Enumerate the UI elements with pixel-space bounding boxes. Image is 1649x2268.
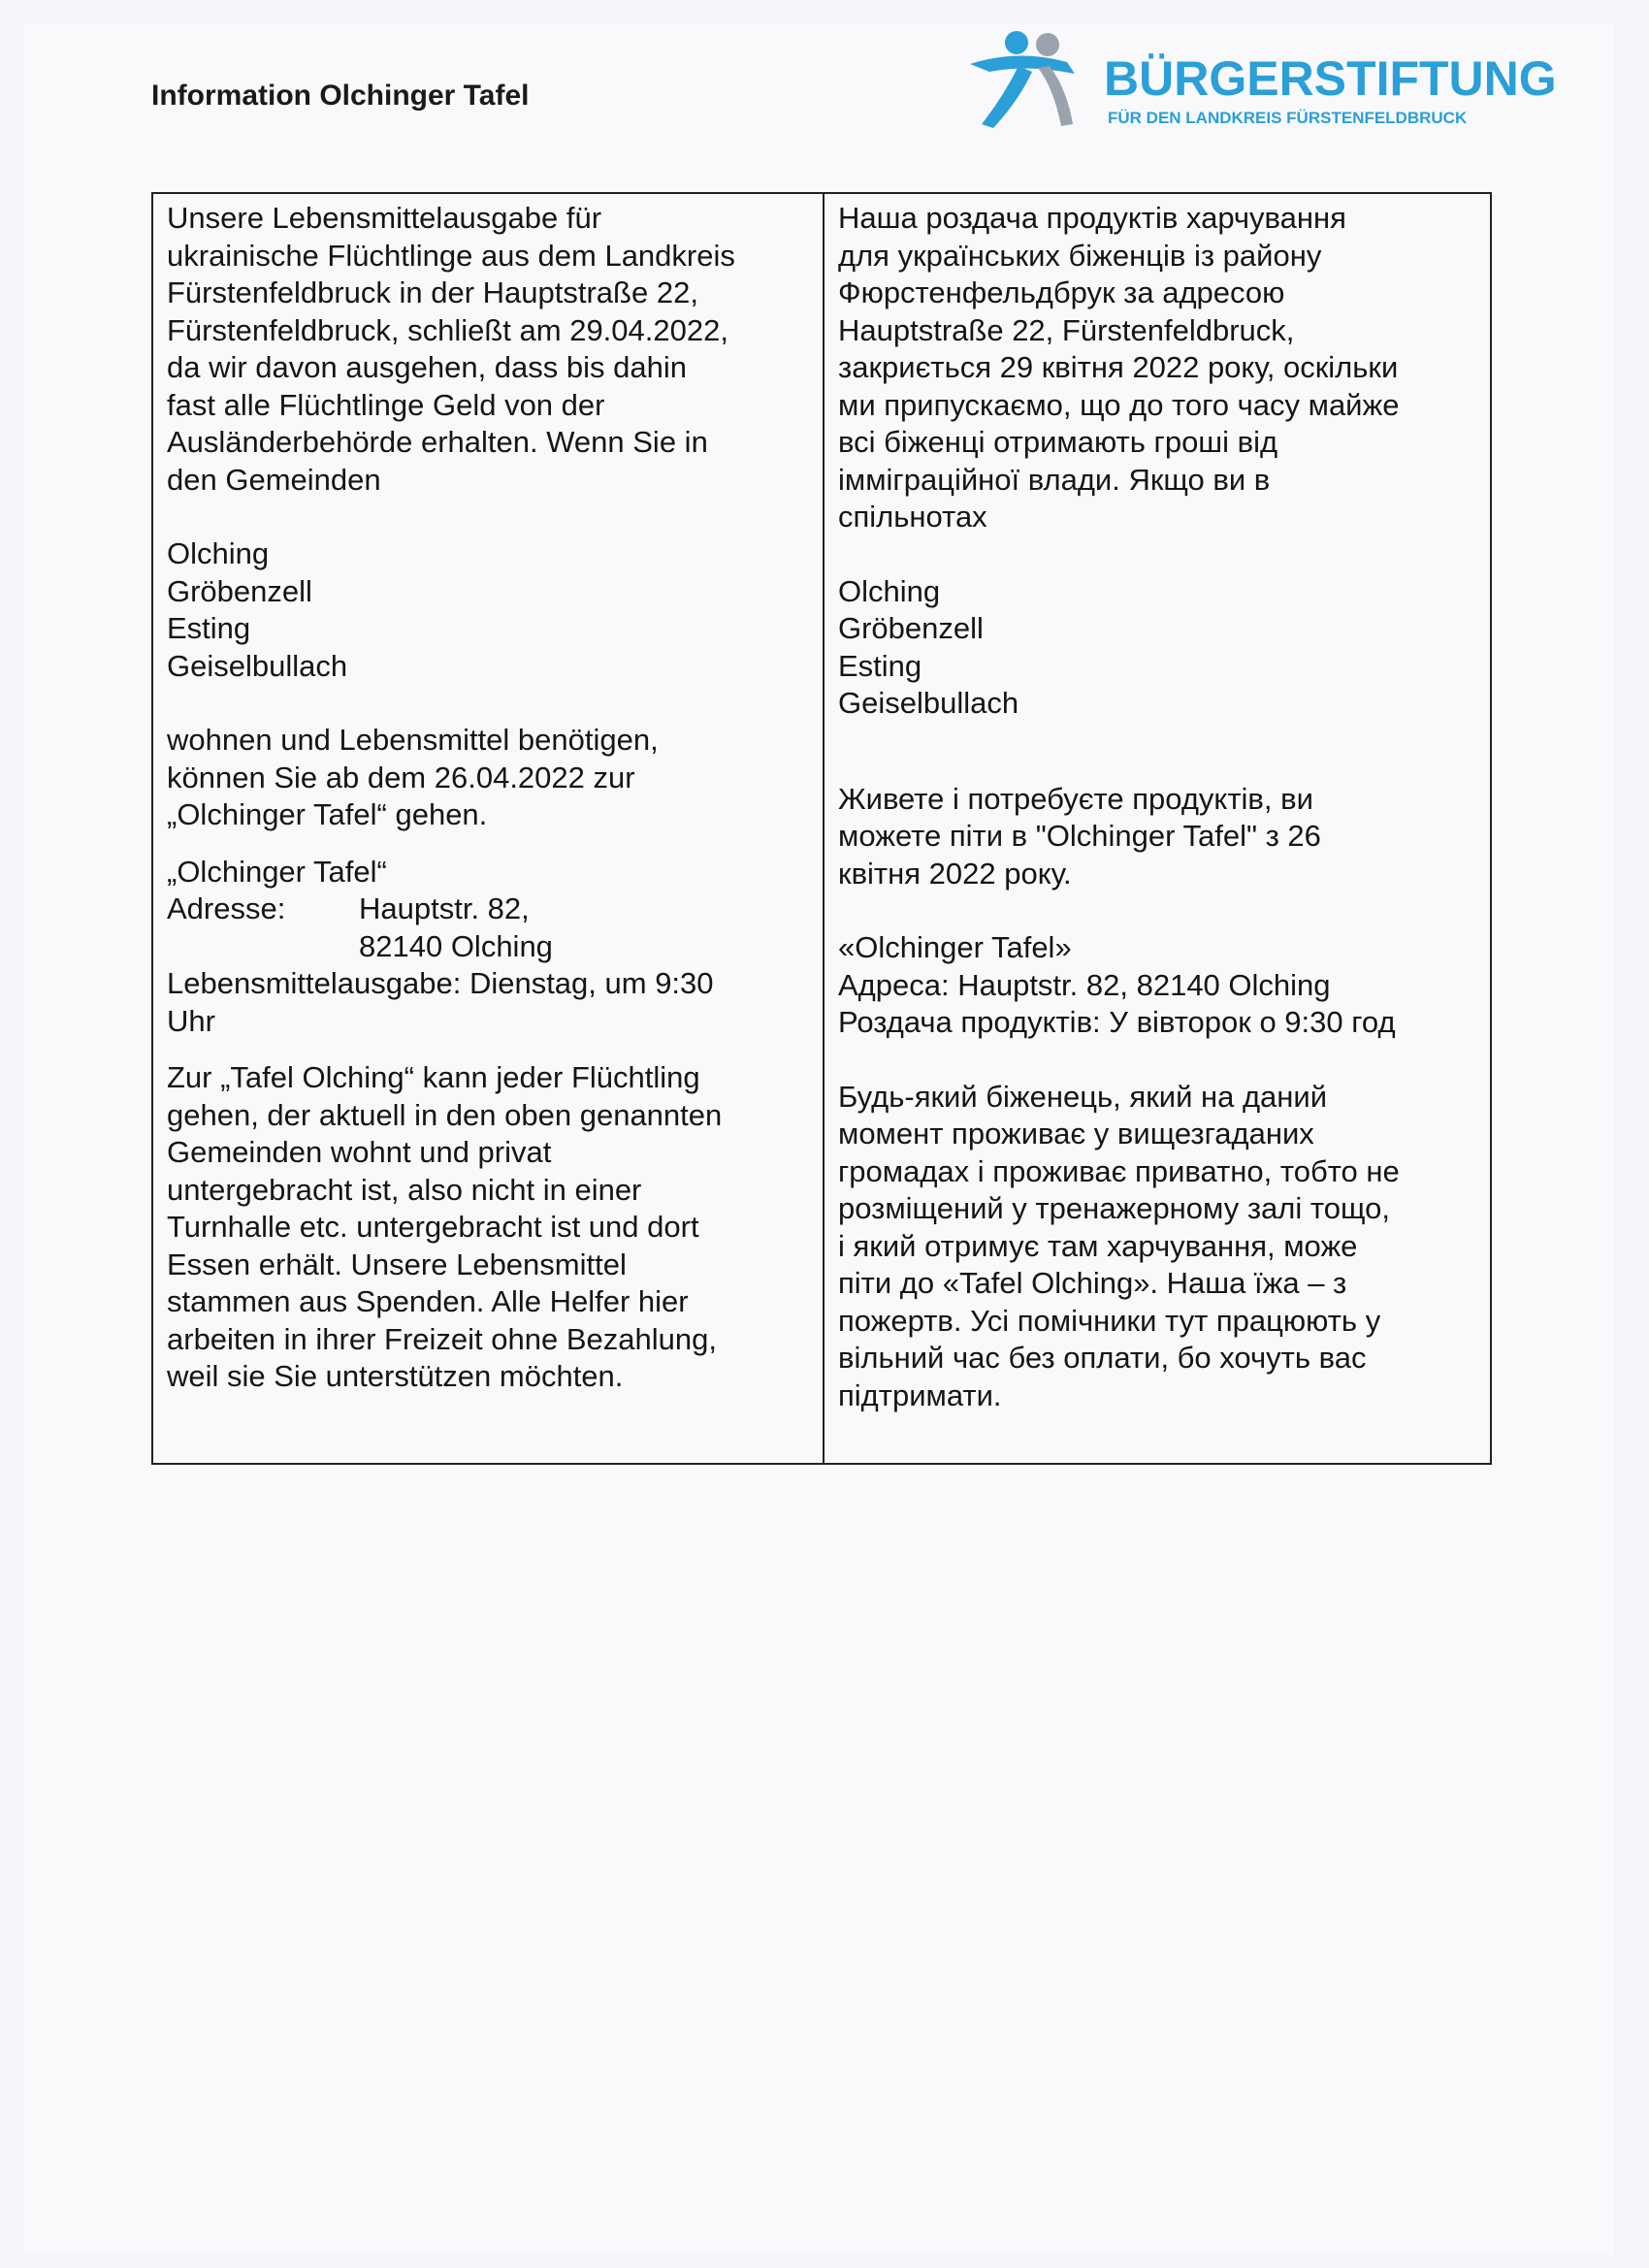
- german-mid-text: wohnen und Lebensmittel benötigen, können Sie ab dem 26.04.2022 zur „Olchinger Tafel“ gehen.: [167, 723, 659, 831]
- list-item: Gröbenzell: [167, 573, 312, 608]
- german-column: [152, 193, 824, 1464]
- address-line: 82140 Olching: [359, 928, 553, 963]
- address-label: Adresse:: [167, 891, 286, 925]
- german-communities-list: [167, 535, 811, 685]
- ukrainian-address: Адреса: Hauptstr. 82, 82140 Olching: [838, 967, 1331, 1002]
- ukrainian-intro: Наша роздача продуктів харчування для українських біженців із району Фюрстенфельдбрук за адресою Hauptstraße 22, Fürstenfeldbruck, закриється 29 квітня 2022 року, оскільки ми припускаємо, що до того часу майже всі біженці отримають гроші від імміграційної влади. Якщо ви в спільнотах: [838, 201, 1400, 534]
- list-item: Esting: [167, 611, 251, 645]
- german-address: [167, 891, 811, 965]
- ukrainian-closing: Будь-який біженець, який на даний момент проживає у вищезгаданих громадах і проживає приватно, тобто не розміщений у тренажерному залі тощо, і який отримує там харчування, може піти до «Tafel Olching». Наша їжа – з пожертв. Усі помічники тут працюють у вільний час без оплати, бо хочуть вас підтримати.: [838, 1079, 1400, 1412]
- ukrainian-communities-list: [838, 573, 1478, 723]
- german-tafel-name: „Olchinger Tafel“: [167, 854, 387, 889]
- logo-subtitle: FÜR DEN LANDKREIS FÜRSTENFELDBRUCK: [1108, 109, 1468, 127]
- ukrainian-tafel-name: «Olchinger Tafel»: [838, 930, 1072, 964]
- list-item: Esting: [838, 648, 922, 683]
- list-item: Olching: [167, 536, 270, 570]
- logo-name: BÜRGERSTIFTUNG: [1104, 51, 1557, 106]
- ukrainian-hours: Роздача продуктів: У вівторок о 9:30 год: [838, 1005, 1396, 1039]
- address-line: Hauptstr. 82,: [359, 891, 530, 925]
- list-item: Geiselbullach: [838, 686, 1019, 720]
- german-closing: Zur „Tafel Olching“ kann jeder Flüchtling gehen, der aktuell in den oben genannten Gemeinden wohnt und privat untergebracht ist, also nicht in einer Turnhalle etc. untergebracht ist und dort Essen erhält. Unsere Lebensmittel stammen aus Spenden. Alle Helfer hier arbeiten in ihrer Freizeit ohne Bezahlung, weil sie Sie unterstützen möchten.: [167, 1060, 723, 1393]
- people-figures-icon: [960, 29, 1096, 136]
- ukrainian-mid-text: Живете і потребуєте продуктів, ви можете піти в "Olchinger Tafel" з 26 квітня 2022 року.: [838, 781, 1321, 891]
- german-intro: Unsere Lebensmittelausgabe für ukrainische Flüchtlinge aus dem Landkreis Fürstenfeldbruck in der Hauptstraße 22, Fürstenfeldbruck, schließt am 29.04.2022, da wir davon ausgehen, dass bis dahin fast alle Flüchtlinge Geld von der Ausländerbehörde erhalten. Wenn Sie in den Gemeinden: [167, 201, 735, 497]
- german-hours: Lebensmittelausgabe: Dienstag, um 9:30 Uhr: [167, 966, 714, 1038]
- ukrainian-column: [824, 193, 1491, 1464]
- bilingual-table: [151, 192, 1492, 1465]
- list-item: Geiselbullach: [167, 648, 348, 683]
- document-title: Information Olchinger Tafel: [151, 80, 530, 112]
- buergerstiftung-logo: [960, 29, 1557, 136]
- list-item: Olching: [838, 573, 941, 608]
- list-item: Gröbenzell: [838, 611, 984, 645]
